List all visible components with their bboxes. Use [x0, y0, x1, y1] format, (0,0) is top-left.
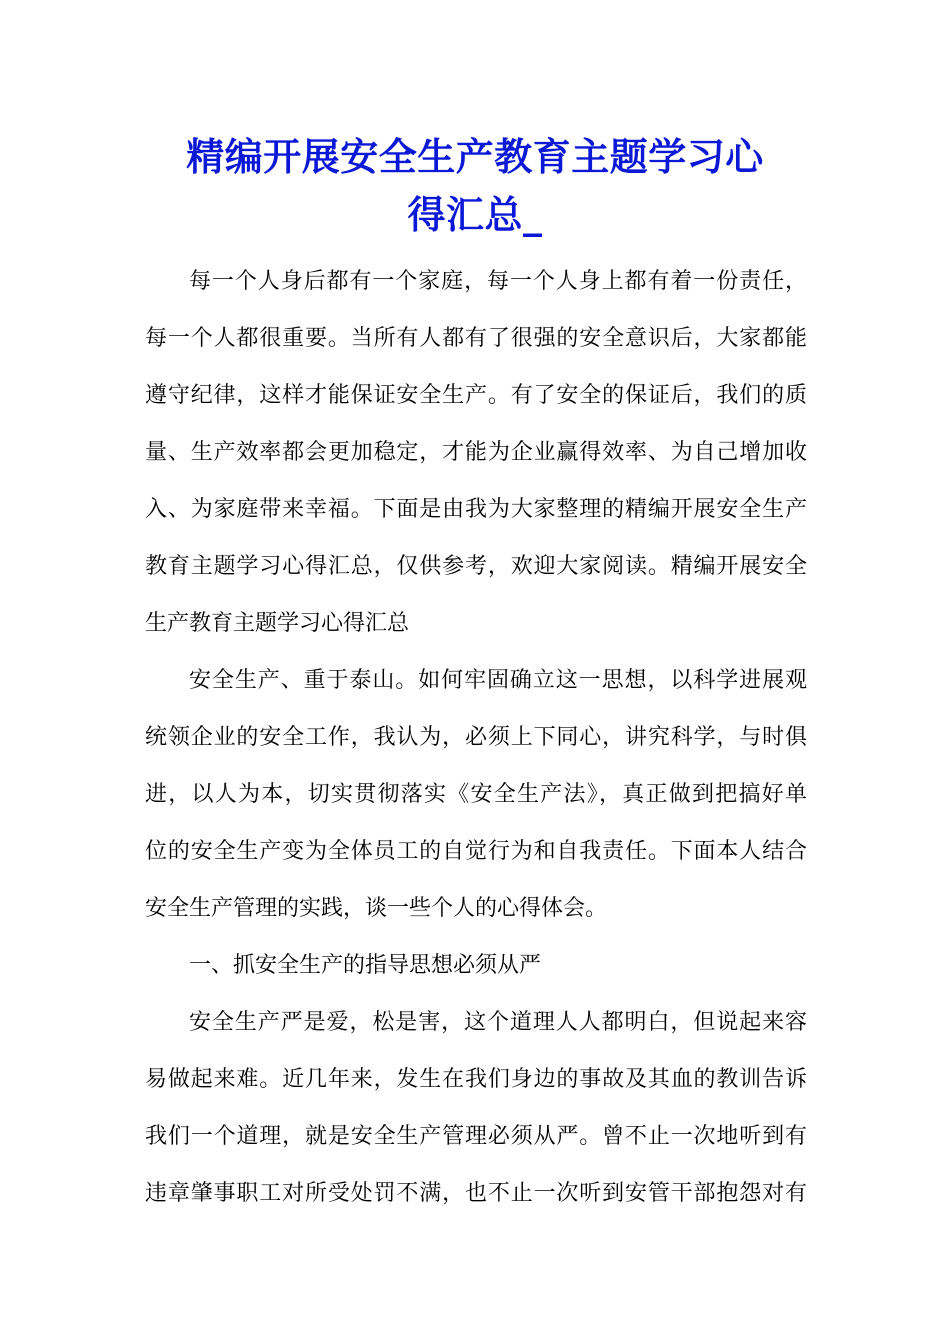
title-line: 精编开展安全生产教育主题学习心	[186, 134, 764, 179]
paragraph-intro	[145, 253, 807, 652]
paragraph-line: 安全生产严是爱，松是害，这个道理人人都明白，但说起来容	[189, 1010, 807, 1035]
paragraph-line: 安全生产、重于泰山。如何牢固确立这一思想，以科学进展观	[189, 668, 807, 693]
paragraph-line: 易做起来难。近几年来，发生在我们身边的事故及其血的教训告诉	[145, 1067, 807, 1092]
heading-line: 一、抓安全生产的指导思想必须从严	[189, 953, 542, 978]
paragraph-line: 我们一个道理，就是安全生产管理必须从严。曾不止一次地听到有	[145, 1124, 807, 1149]
paragraph-safety-first	[145, 652, 807, 937]
paragraph-line: 违章肇事职工对所受处罚不满，也不止一次听到安管干部抱怨对有	[145, 1181, 807, 1206]
paragraph-strict-management	[145, 994, 807, 1222]
paragraph-line: 生产教育主题学习心得汇总	[145, 611, 410, 636]
paragraph-line: 入、为家庭带来幸福。下面是由我为大家整理的精编开展安全生产	[145, 497, 807, 522]
paragraph-line: 教育主题学习心得汇总，仅供参考，欢迎大家阅读。精编开展安全	[145, 554, 807, 579]
paragraph-line: 遵守纪律，这样才能保证安全生产。有了安全的保证后，我们的质	[145, 383, 807, 408]
paragraph-line: 量、生产效率都会更加稳定，才能为企业赢得效率、为自己增加收	[145, 440, 807, 465]
paragraph-line: 进，以人为本，切实贯彻落实《安全生产法》，真正做到把搞好单	[145, 782, 807, 807]
paragraph-line: 每一个人都很重要。当所有人都有了很强的安全意识后，大家都能	[145, 326, 807, 351]
title-line: 得汇总_	[407, 192, 543, 237]
paragraph-line: 安全生产管理的实践，谈一些个人的心得体会。	[145, 896, 608, 921]
paragraph-line: 每一个人身后都有一个家庭，每一个人身上都有着一份责任，	[189, 269, 807, 294]
paragraph-line: 位的安全生产变为全体员工的自觉行为和自我责任。下面本人结合	[145, 839, 807, 864]
paragraph-line: 统领企业的安全工作，我认为，必须上下同心，讲究科学，与时俱	[145, 725, 807, 750]
document-title	[120, 128, 830, 244]
section-heading	[145, 937, 807, 994]
